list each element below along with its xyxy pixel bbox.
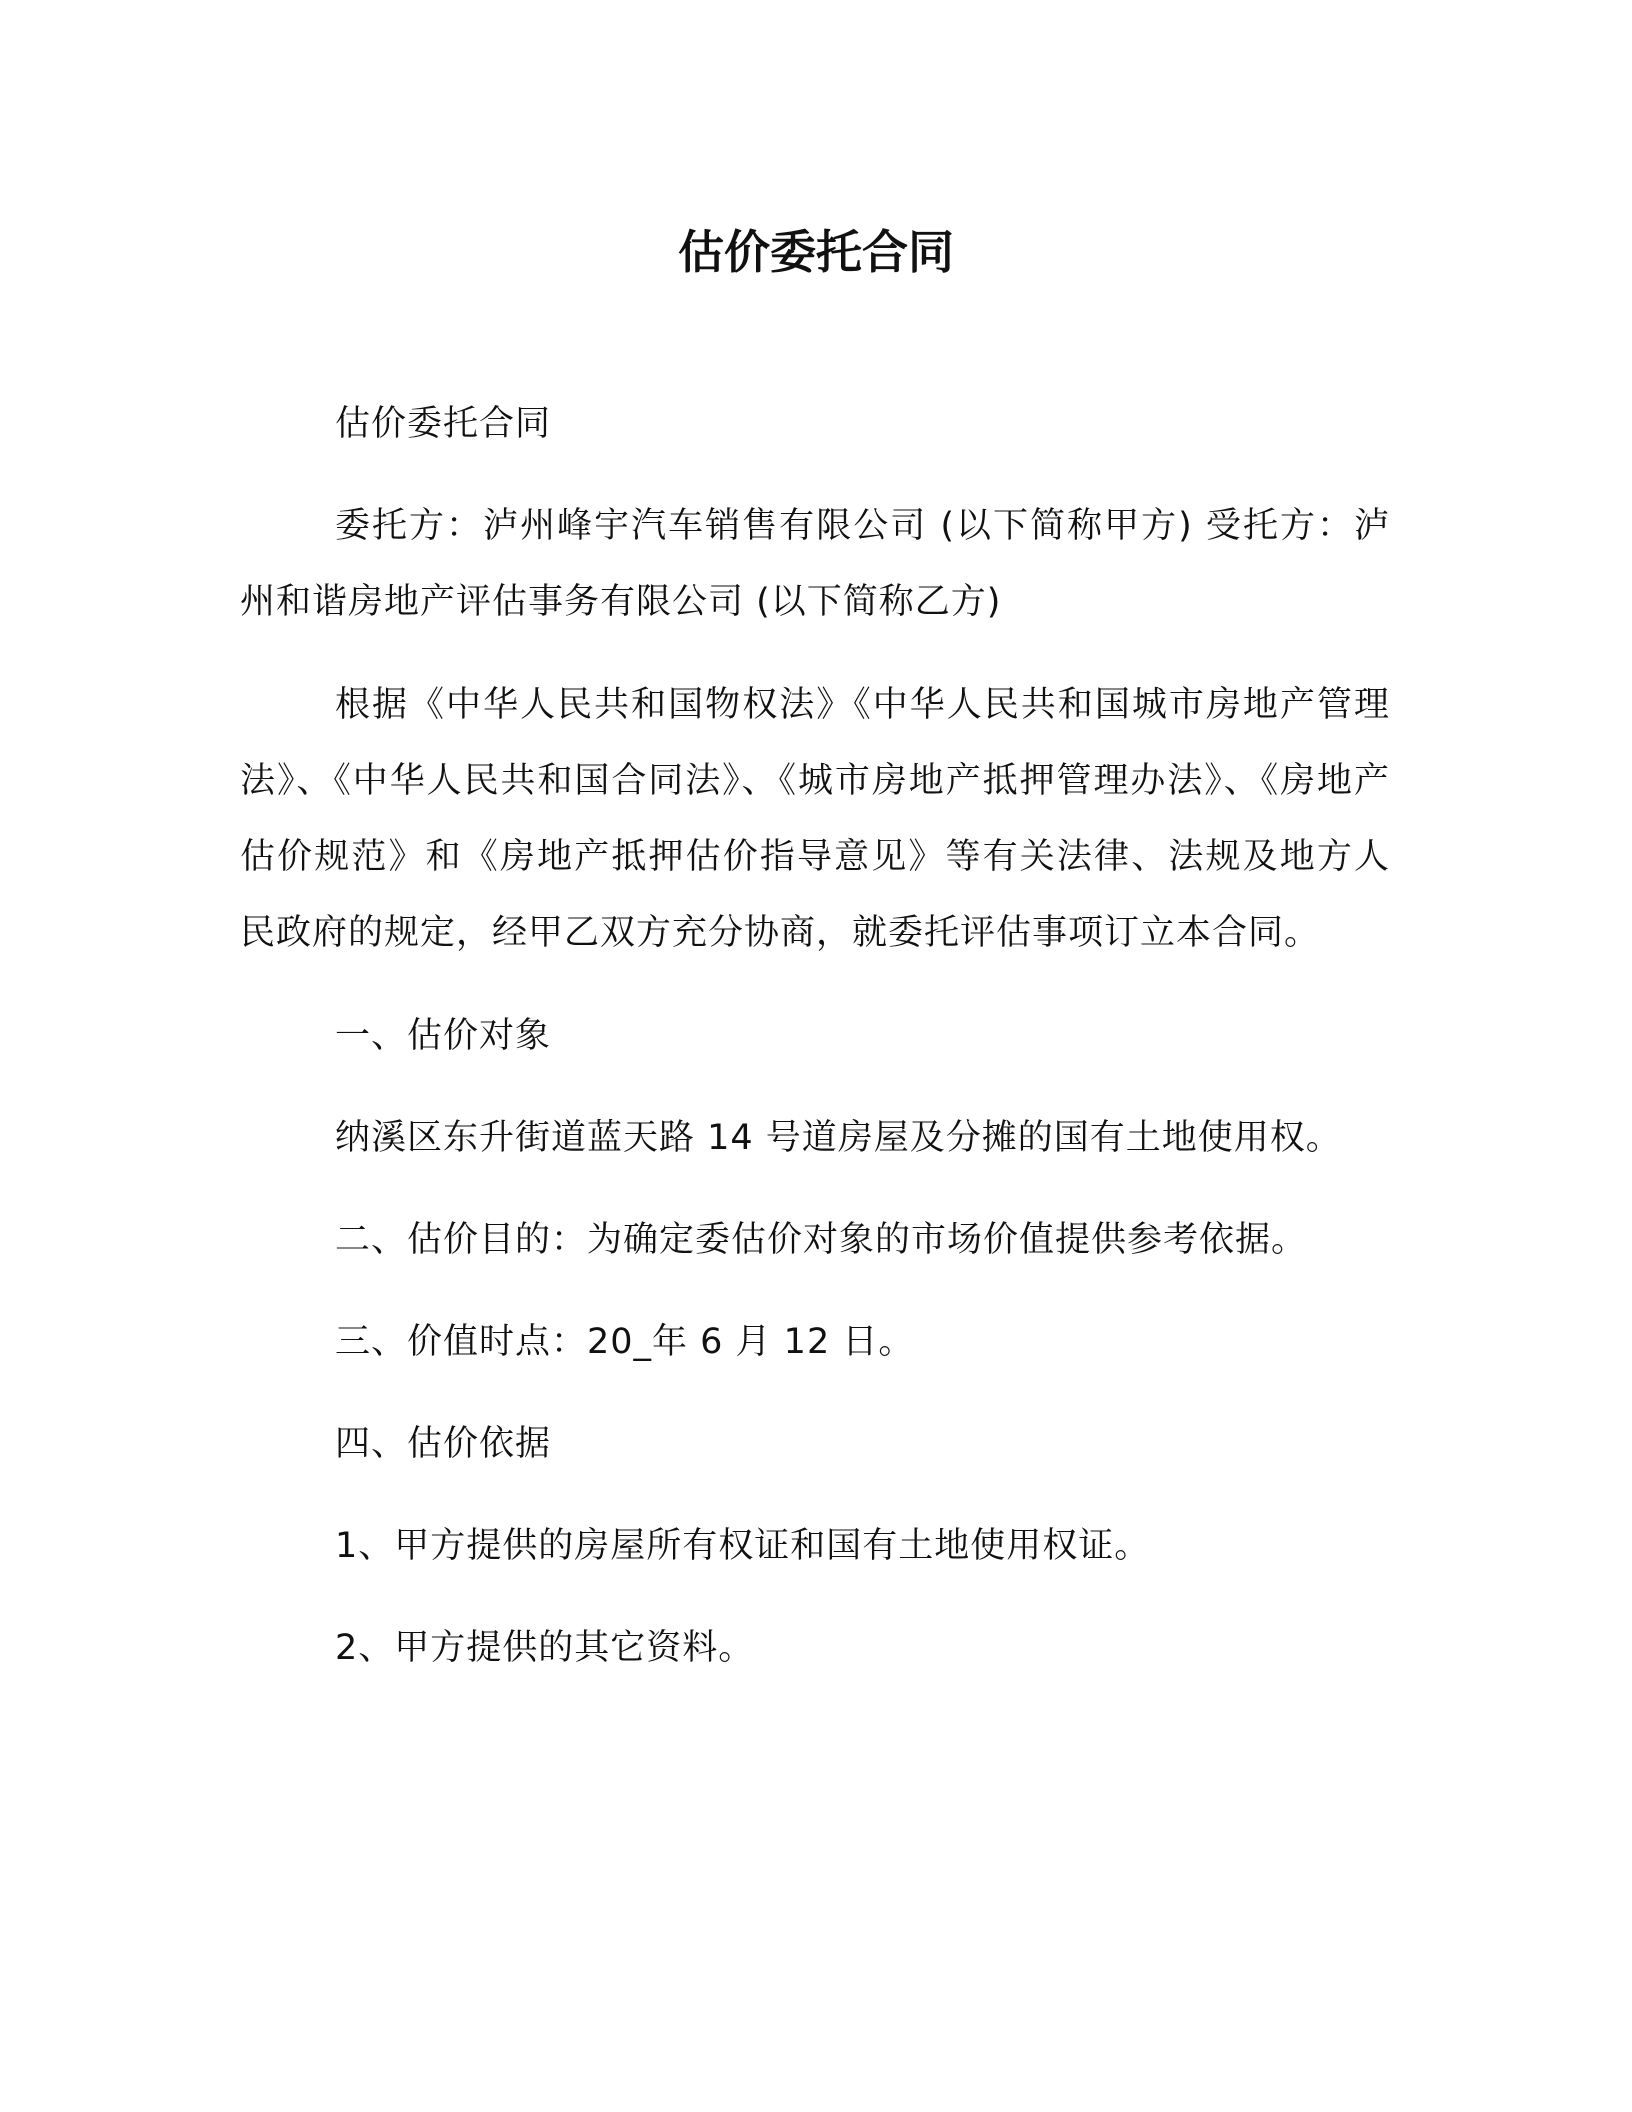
document-title: 估价委托合同 bbox=[678, 225, 954, 279]
basis-item-1: 1、甲方提供的房屋所有权证和国有土地使用权证。 bbox=[335, 1526, 1151, 1566]
property-description: 纳溪区东升街道蓝天路 14 号道房屋及分摊的国有土地使用权。 bbox=[335, 1118, 1342, 1158]
section-heading-basis: 四、估价依据 bbox=[335, 1424, 552, 1464]
section-purpose: 二、估价目的：为确定委估价对象的市场价值提供参考依据。 bbox=[335, 1220, 1308, 1260]
basis-item-2: 2、甲方提供的其它资料。 bbox=[335, 1628, 755, 1668]
section-heading-object: 一、估价对象 bbox=[335, 1016, 552, 1056]
section-value-date: 三、价值时点：20_年 6 月 12 日。 bbox=[335, 1322, 915, 1362]
document-body bbox=[240, 386, 1390, 1712]
legal-basis-paragraph: 根据《中华人民共和国物权法》《中华人民共和国城市房地产管理法》、《中华人民共和国合同法》、《城市房地产抵押管理办法》、《房地产估价规范》和《房地产抵押估价指导意见》等有关法律、法规及地方人民政府的规定，经甲乙双方充分协商，就委托评估事项订立本合同。 bbox=[240, 685, 1390, 953]
parties-paragraph: 委托方：泸州峰宇汽车销售有限公司 (以下简称甲方) 受托方：泸州和谐房地产评估事务有限公司 (以下简称乙方) bbox=[240, 506, 1390, 622]
contract-subtitle: 估价委托合同 bbox=[335, 404, 552, 444]
